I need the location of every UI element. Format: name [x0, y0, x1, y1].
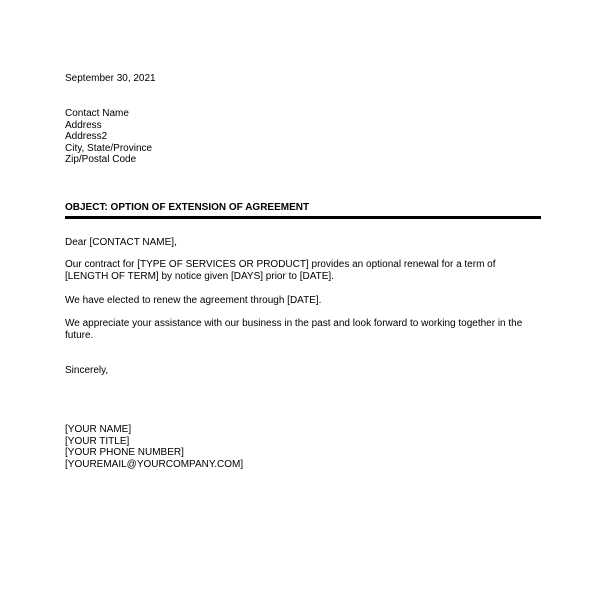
paragraph-3-line-2: future.: [65, 329, 94, 341]
recipient-address-line-1: Address: [65, 119, 102, 131]
closing-text: Sincerely,: [65, 365, 109, 376]
signature-name: [YOUR NAME]: [65, 424, 132, 435]
paragraph-1-line-1: Our contract for [TYPE OF SERVICES OR PRODUCT] provides an optional renewal for a term of: [65, 259, 496, 270]
subject-divider: [65, 216, 541, 219]
signature-phone: [YOUR PHONE NUMBER]: [65, 447, 184, 459]
body-paragraph-3: [65, 318, 522, 341]
recipient-address: [65, 108, 152, 166]
closing: [65, 365, 108, 377]
recipient-zip: Zip/Postal Code: [65, 154, 137, 166]
signature-block: [65, 424, 243, 470]
paragraph-1-line-2: [LENGTH OF TERM] by notice given [DAYS] prior to [DATE].: [65, 270, 334, 282]
salutation: [65, 237, 177, 249]
date-text: September 30, 2021: [65, 73, 156, 84]
signature-email: [YOUREMAIL@YOURCOMPANY.COM]: [65, 458, 244, 470]
recipient-name: Contact Name: [65, 108, 129, 119]
paragraph-3-line-1: We appreciate your assistance with our business in the past and look forward to working together in the: [65, 318, 523, 329]
salutation-text: Dear [CONTACT NAME],: [65, 237, 177, 248]
body-paragraph-1: [65, 259, 496, 282]
signature-title: [YOUR TITLE]: [65, 435, 130, 447]
letter-date: [65, 73, 156, 85]
recipient-address-line-2: Address2: [65, 131, 108, 143]
recipient-city-state: City, State/Province: [65, 142, 153, 154]
subject-line: OBJECT: OPTION OF EXTENSION OF AGREEMENT: [65, 202, 310, 213]
body-paragraph-2: [65, 295, 321, 307]
paragraph-2-text: We have elected to renew the agreement through [DATE].: [65, 295, 322, 306]
